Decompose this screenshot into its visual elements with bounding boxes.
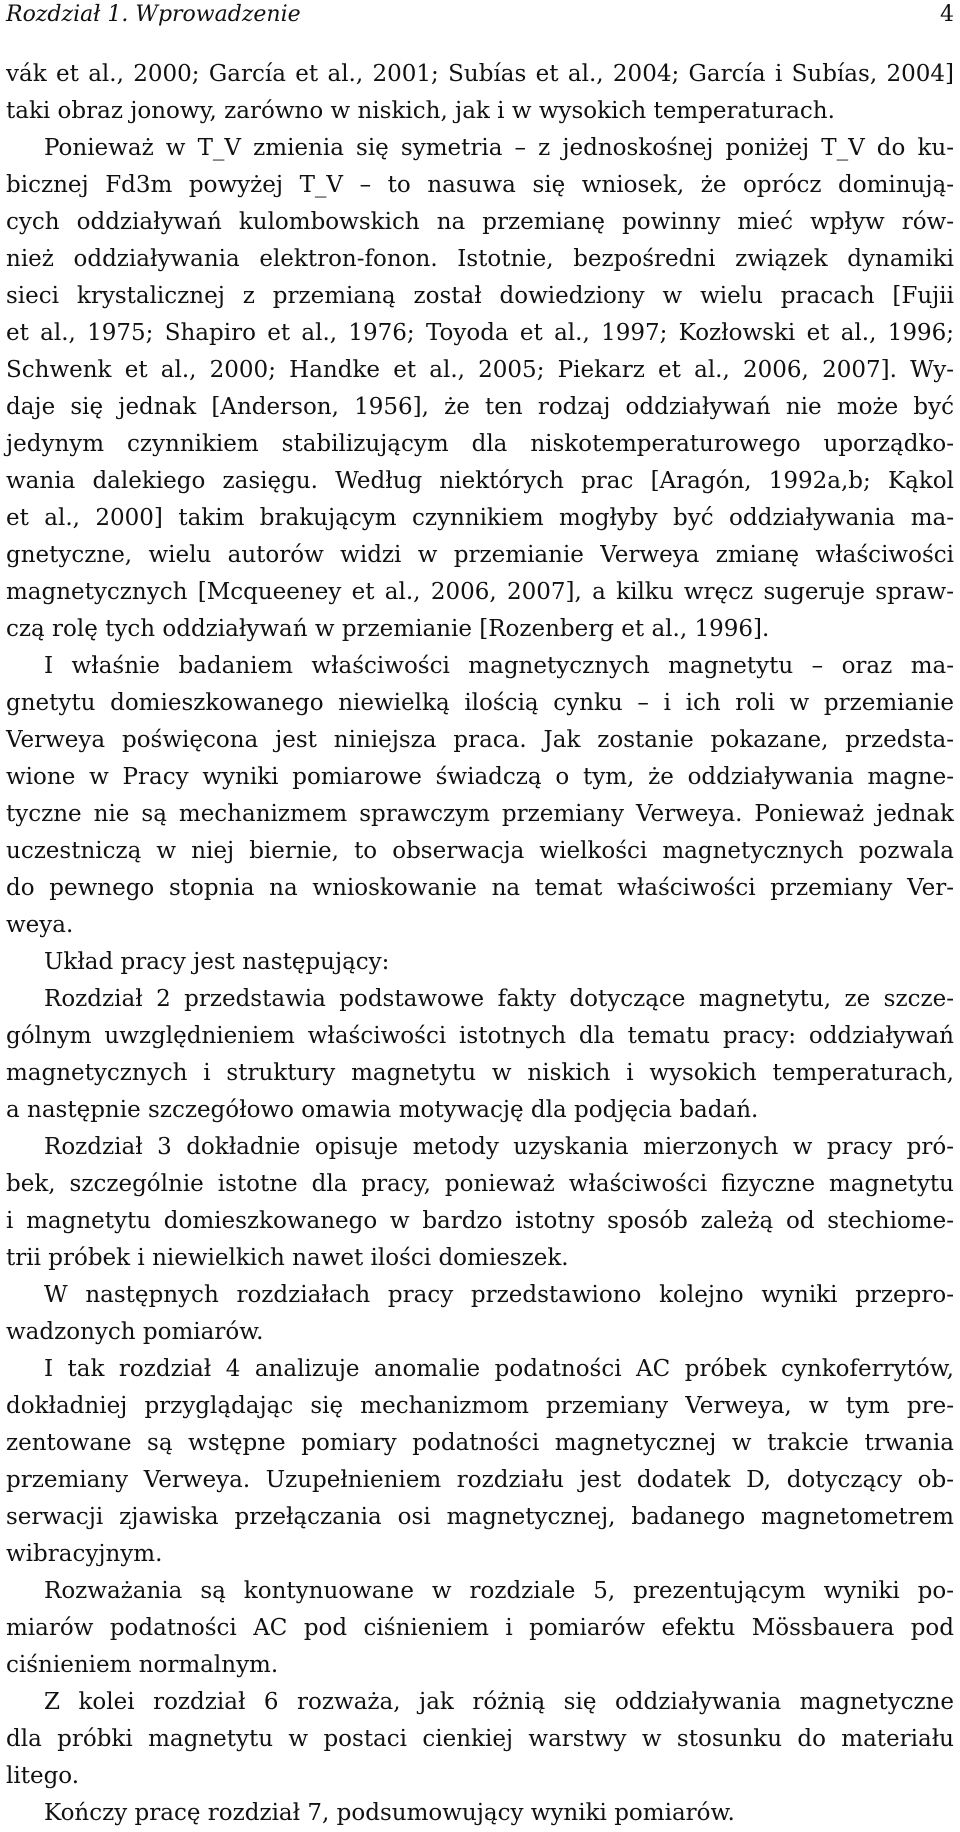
text-line: Verweya poświęcona jest niniejsza praca. Jak zostanie pokazane, przedsta- [6,727,954,753]
text-line: gnetyczne, wielu autorów widzi w przemianie Verweya zmianę właściwości [6,542,954,568]
text-line: ciśnieniem normalnym. [6,1652,279,1678]
text-line: litego. [6,1763,80,1789]
body-text [6,56,954,1832]
text-line: gólnym uwzględnieniem właściwości istotnych dla tematu pracy: oddziaływań [6,1023,954,1049]
text-line: dla próbki magnetytu w postaci cienkiej warstwy w stosunku do materiału [6,1726,954,1752]
text-line: trii próbek i niewielkich nawet ilości domieszek. [6,1245,569,1271]
text-line: Kończy pracę rozdział 7, podsumowujący wyniki pomiarów. [44,1800,735,1826]
chapter-title: Rozdział 1. Wprowadzenie [6,2,301,27]
text-line: vák et al., 2000; García et al., 2001; Subías et al., 2004; García i Subías, 2004] [6,61,954,87]
text-line: Układ pracy jest następujący: [44,949,390,975]
text-line: i magnetytu domieszkowanego w bardzo istotny sposób zależą od stechiome- [6,1208,954,1234]
text-line: wione w Pracy wyniki pomiarowe świadczą o tym, że oddziaływania magne- [6,764,954,790]
text-line: Rozważania są kontynuowane w rozdziale 5, prezentującym wyniki po- [44,1578,954,1604]
text-line: uczestniczą w niej biernie, to obserwacja wielkości magnetycznych pozwala [6,838,954,864]
text-line: wania dalekiego zasięgu. Według niektórych prac [Aragón, 1992a,b; Kąkol [6,468,954,494]
text-line: magnetycznych [Mcqueeney et al., 2006, 2007], a kilku wręcz sugeruje spraw- [6,579,954,605]
text-line: daje się jednak [Anderson, 1956], że ten rodzaj oddziaływań nie może być [6,394,954,420]
text-line: I tak rozdział 4 analizuje anomalie podatności AC próbek cynkoferrytów, [44,1356,954,1382]
text-line: weya. [6,912,74,938]
text-line: serwacji zjawiska przełączania osi magnetycznej, badanego magnetometrem [6,1504,954,1530]
text-line: Rozdział 2 przedstawia podstawowe fakty dotyczące magnetytu, ze szcze- [44,986,954,1012]
text-line: gnetytu domieszkowanego niewielką ilością cynku – i ich roli w przemianie [6,690,954,716]
text-line: wadzonych pomiarów. [6,1319,264,1345]
text-line: a następnie szczegółowo omawia motywację dla podjęcia badań. [6,1097,759,1123]
text-line: nież oddziaływania elektron-fonon. Istotnie, bezpośredni związek dynamiki [6,246,954,272]
text-line: Z kolei rozdział 6 rozważa, jak różnią się oddziaływania magnetyczne [44,1689,954,1715]
text-line: I właśnie badaniem właściwości magnetycznych magnetytu – oraz ma- [44,653,954,679]
text-line: taki obraz jonowy, zarówno w niskich, jak i w wysokich temperaturach. [6,98,835,124]
page-number: 4 [940,2,954,27]
text-line: Ponieważ w T_V zmienia się symetria – z jednoskośnej poniżej T_V do ku- [44,135,954,161]
text-line: Rozdział 3 dokładnie opisuje metody uzyskania mierzonych w pracy pró- [44,1134,954,1160]
text-line: et al., 1975; Shapiro et al., 1976; Toyoda et al., 1997; Kozłowski et al., 1996; [6,320,954,346]
text-line: miarów podatności AC pod ciśnieniem i pomiarów efektu Mössbauera pod [6,1615,954,1641]
text-line: cych oddziaływań kulombowskich na przemianę powinny mieć wpływ rów- [6,209,954,235]
text-line: do pewnego stopnia na wnioskowanie na temat właściwości przemiany Ver- [6,875,954,901]
text-line: wibracyjnym. [6,1541,163,1567]
text-line: W następnych rozdziałach pracy przedstawiono kolejno wyniki przepro- [44,1282,954,1308]
text-line: tyczne nie są mechanizmem sprawczym przemiany Verweya. Ponieważ jednak [6,801,954,827]
text-line: bek, szczególnie istotne dla pracy, ponieważ właściwości fizyczne magnetytu [6,1171,954,1197]
text-line: et al., 2000] takim brakującym czynnikiem mogłyby być oddziaływania ma- [6,505,954,531]
text-line: przemiany Verweya. Uzupełnieniem rozdziału jest dodatek D, dotyczący ob- [6,1467,954,1493]
text-line: magnetycznych i struktury magnetytu w niskich i wysokich temperaturach, [6,1060,954,1086]
text-line: Schwenk et al., 2000; Handke et al., 2005; Piekarz et al., 2006, 2007]. Wy- [6,357,954,383]
text-line: dokładniej przyglądając się mechanizmom przemiany Verweya, w tym pre- [6,1393,954,1419]
text-line: sieci krystalicznej z przemianą został dowiedziony w wielu pracach [Fujii [6,283,954,309]
text-line: czą rolę tych oddziaływań w przemianie [Rozenberg et al., 1996]. [6,616,770,642]
running-header [6,0,954,30]
text-line: zentowane są wstępne pomiary podatności magnetycznej w trakcie trwania [6,1430,954,1456]
text-line: jedynym czynnikiem stabilizującym dla niskotemperaturowego uporządko- [6,431,954,457]
text-line: bicznej Fd3m powyżej T_V – to nasuwa się wniosek, że oprócz dominują- [6,172,954,198]
